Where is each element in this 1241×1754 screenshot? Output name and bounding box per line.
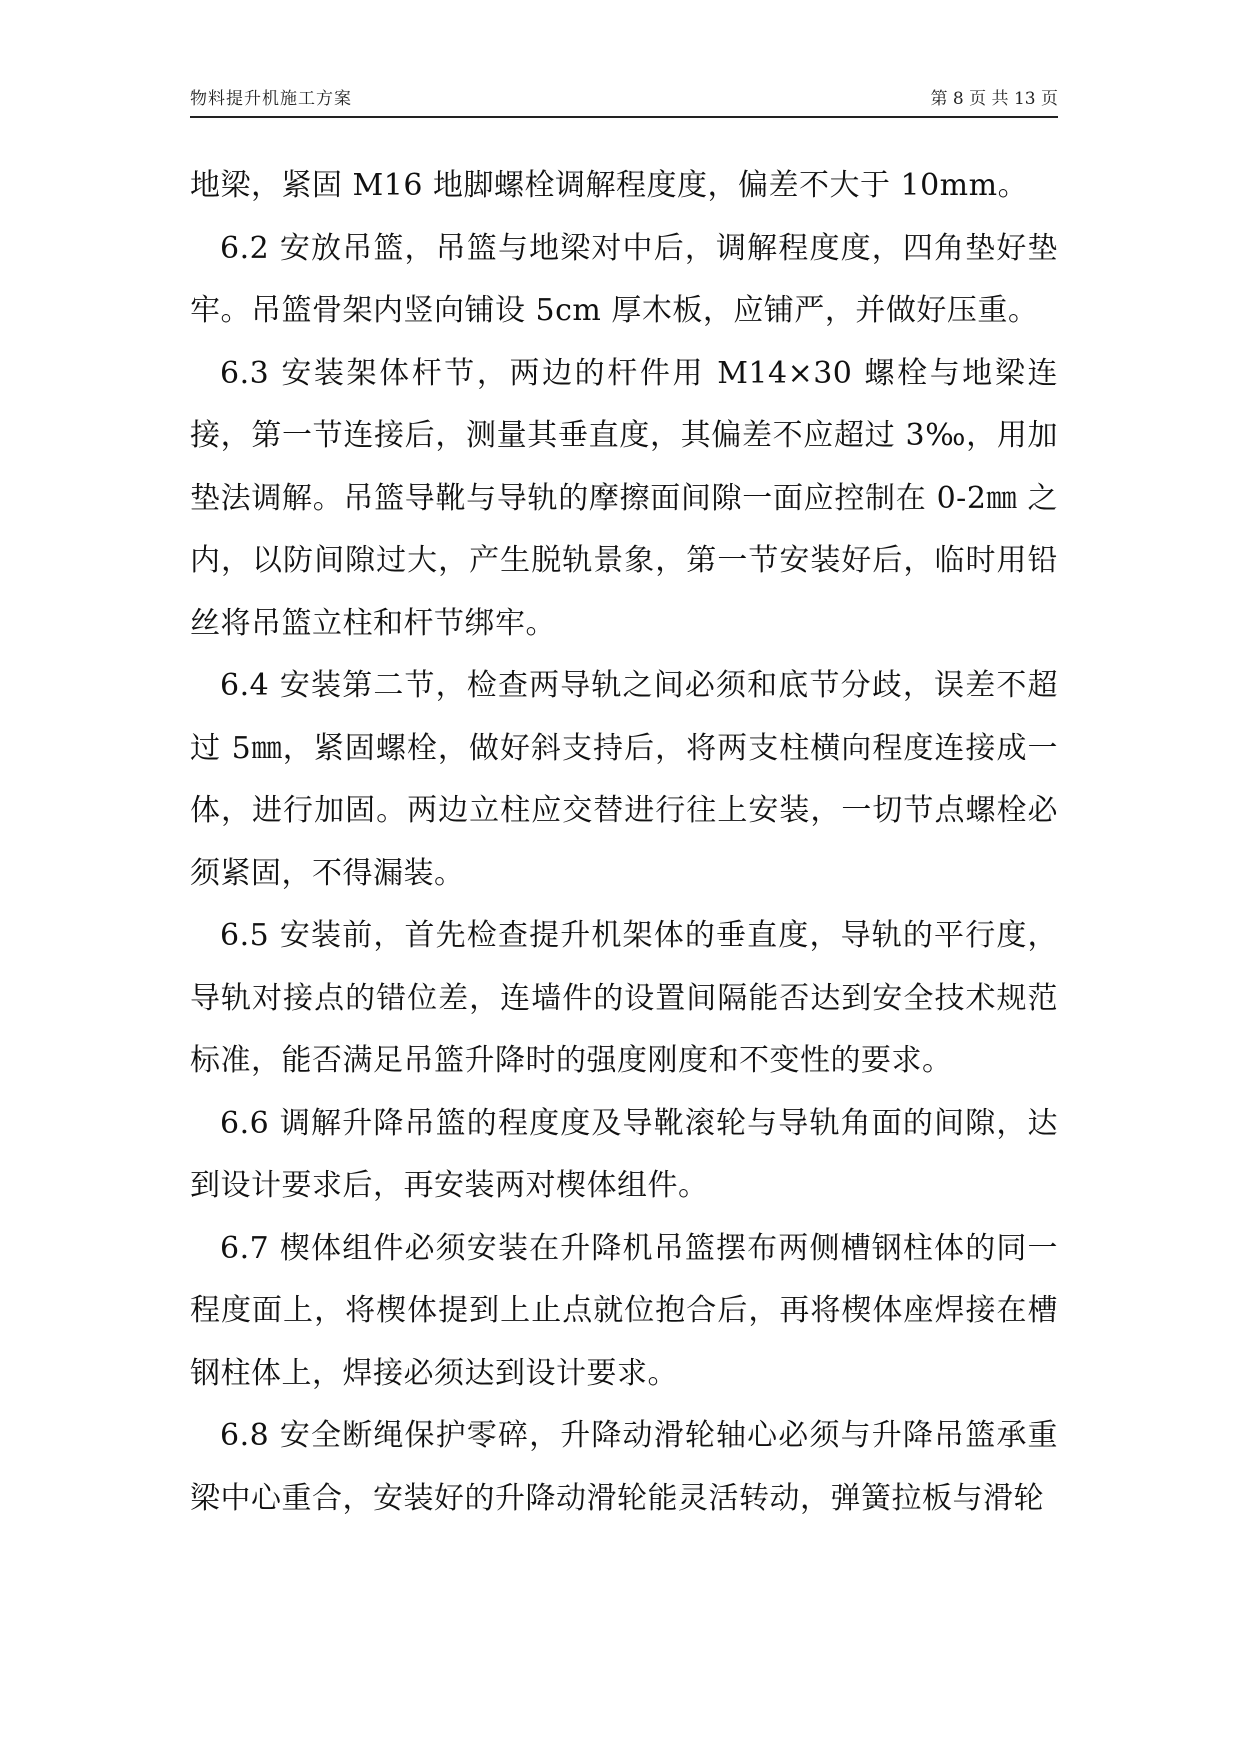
- page-number: 第 8 页 共 13 页: [930, 89, 1058, 109]
- document-body: [190, 155, 1058, 1530]
- paragraph-6-8: 6.8 安全断绳保护零碎，升降动滑轮轴心必须与升降吊篮承重梁中心重合，安装好的升降动滑轮能灵活转动，弹簧拉板与滑轮: [190, 1418, 1058, 1516]
- paragraph-continued: 地梁，紧固 M16 地脚螺栓调解程度度，偏差不大于 10mm。: [190, 168, 1029, 203]
- paragraph-6-6: 6.6 调解升降吊篮的程度度及导靴滚轮与导轨角面的间隙，达到设计要求后，再安装两对楔体组件。: [190, 1105, 1058, 1203]
- paragraph-6-3: 6.3 安装架体杆节，两边的杆件用 M14×30 螺栓与地梁连接，第一节连接后，测量其垂直度，其偏差不应超过 3‰，用加垫法调解。吊篮导靴与导轨的摩擦面间隙一面应控制在 0-2㎜ 之内，以防间隙过大，产生脱轨景象，第一节安装好后，临时用铅丝将吊篮立柱和杆节绑牢。: [190, 355, 1058, 641]
- paragraph-6-2: 6.2 安放吊篮，吊篮与地梁对中后，调解程度度，四角垫好垫牢。吊篮骨架内竖向铺设 5cm 厚木板，应铺严，并做好压重。: [190, 230, 1058, 328]
- document-title: 物料提升机施工方案: [190, 89, 352, 109]
- paragraph-6-7: 6.7 楔体组件必须安装在升降机吊篮摆布两侧槽钢柱体的同一程度面上，将楔体提到上止点就位抱合后，再将楔体座焊接在槽钢柱体上，焊接必须达到设计要求。: [190, 1230, 1058, 1391]
- paragraph-6-4: 6.4 安装第二节，检查两导轨之间必须和底节分歧，误差不超过 5㎜，紧固螺栓，做好斜支持后，将两支柱横向程度连接成一体，进行加固。两边立柱应交替进行往上安装，一切节点螺栓必须紧固，不得漏装。: [190, 668, 1058, 891]
- paragraph-6-5: 6.5 安装前，首先检查提升机架体的垂直度，导轨的平行度，导轨对接点的错位差，连墙件的设置间隔能否达到安全技术规范标准，能否满足吊篮升降时的强度刚度和不变性的要求。: [190, 918, 1058, 1078]
- page-header: [190, 86, 1058, 118]
